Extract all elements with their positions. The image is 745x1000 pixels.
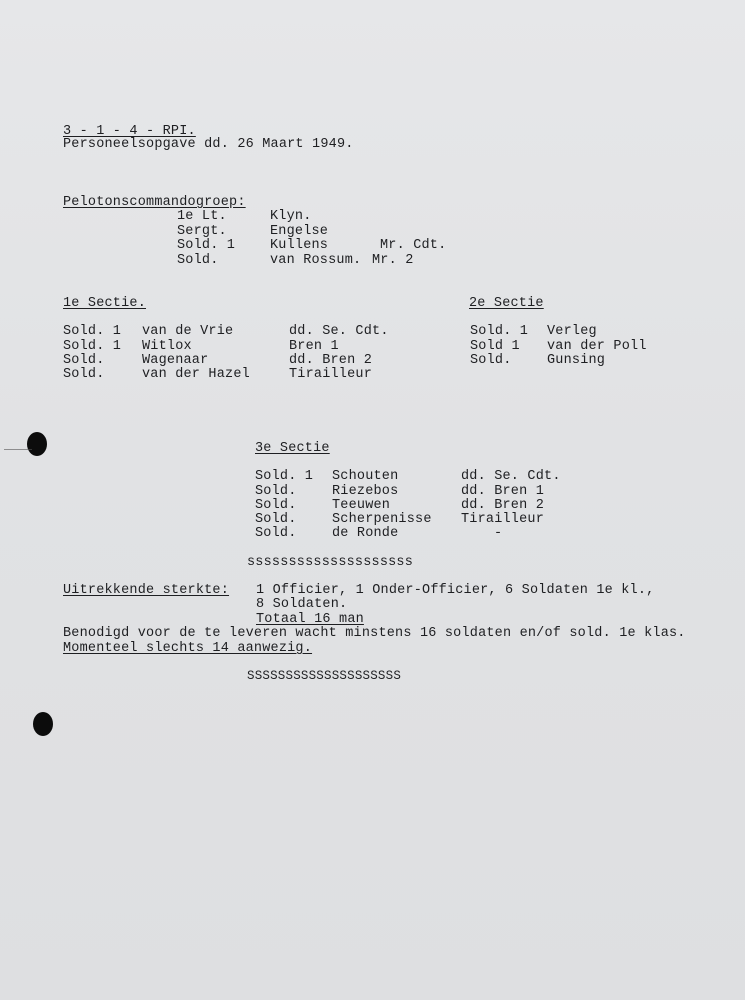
paper-mark [4,449,32,450]
section2-title: 2e Sectie [469,296,544,311]
cmd-rank-4: Sold. [177,253,219,268]
s1-name-1: van de Vrie [142,324,234,339]
punch-hole-bottom [33,712,53,736]
s3-rank-4: Sold. [255,512,297,527]
s3-rank-5: Sold. [255,526,297,541]
separator-lower: ssssssssssssssssssss [247,555,414,570]
s1-rank-3: Sold. [63,353,105,368]
s1-rank-4: Sold. [63,367,105,382]
cmd-name-3: Kullens [270,238,329,253]
strength-required: Benodigd voor de te leveren wacht minstens 16 soldaten en/of sold. 1e klas. [63,626,686,641]
document-subtitle: Personeelsopgave dd. 26 Maart 1949. [63,137,354,152]
s1-name-2: Witlox [142,339,192,354]
s2-rank-3: Sold. [470,353,512,368]
s2-name-1: Verleg [547,324,597,339]
s3-role-3: dd. Bren 2 [461,498,545,513]
s1-role-4: Tirailleur [289,367,373,382]
s1-name-3: Wagenaar [142,353,209,368]
s1-role-1: dd. Se. Cdt. [289,324,389,339]
s3-role-2: dd. Bren 1 [461,484,545,499]
strength-line2: 8 Soldaten. [256,597,348,612]
section3-title: 3e Sectie [255,441,330,456]
s3-name-4: Scherpenisse [332,512,432,527]
cmd-name-1: Klyn. [270,209,312,224]
s1-rank-2: Sold. 1 [63,339,122,354]
strength-present: Momenteel slechts 14 aanwezig. [63,641,313,656]
s3-name-2: Riezebos [332,484,399,499]
s3-name-1: Schouten [332,469,399,484]
strength-total: Totaal 16 man [256,612,364,627]
strength-label: Uitrekkende sterkte: [63,583,230,598]
cmd-note-3: Mr. Cdt. [380,238,447,253]
s1-name-4: van der Hazel [142,367,250,382]
s3-name-3: Teeuwen [332,498,391,513]
s2-name-3: Gunsing [547,353,606,368]
s2-rank-2: Sold 1 [470,339,520,354]
s1-role-2: Bren 1 [289,339,339,354]
strength-line1: 1 Officier, 1 Onder-Officier, 6 Soldaten 1e kl., [256,583,655,598]
s1-role-3: dd. Bren 2 [289,353,373,368]
cmd-rank-3: Sold. 1 [177,238,236,253]
cmd-rank-2: Sergt. [177,224,227,239]
cmd-name-2: Engelse [270,224,329,239]
punch-hole-top [27,432,47,456]
s1-rank-1: Sold. 1 [63,324,122,339]
s3-name-5: de Ronde [332,526,399,541]
cmd-name-4: van Rossum. [270,253,362,268]
s3-rank-3: Sold. [255,498,297,513]
s3-rank-2: Sold. [255,484,297,499]
s3-role-5: - [494,526,503,541]
s2-rank-1: Sold. 1 [470,324,529,339]
cmd-note-4: Mr. 2 [372,253,414,268]
separator-closing: SSSSSSSSSSSSSSSSSSSS [247,669,402,683]
s3-role-1: dd. Se. Cdt. [461,469,561,484]
s2-name-2: van der Poll [547,339,647,354]
section1-title: 1e Sectie. [63,296,147,311]
s3-rank-1: Sold. 1 [255,469,314,484]
document-code: 3 - 1 - 4 - RPI. [63,124,196,139]
s3-role-4: Tirailleur [461,512,545,527]
command-group-title: Pelotonscommandogroep: [63,195,246,210]
cmd-rank-1: 1e Lt. [177,209,227,224]
